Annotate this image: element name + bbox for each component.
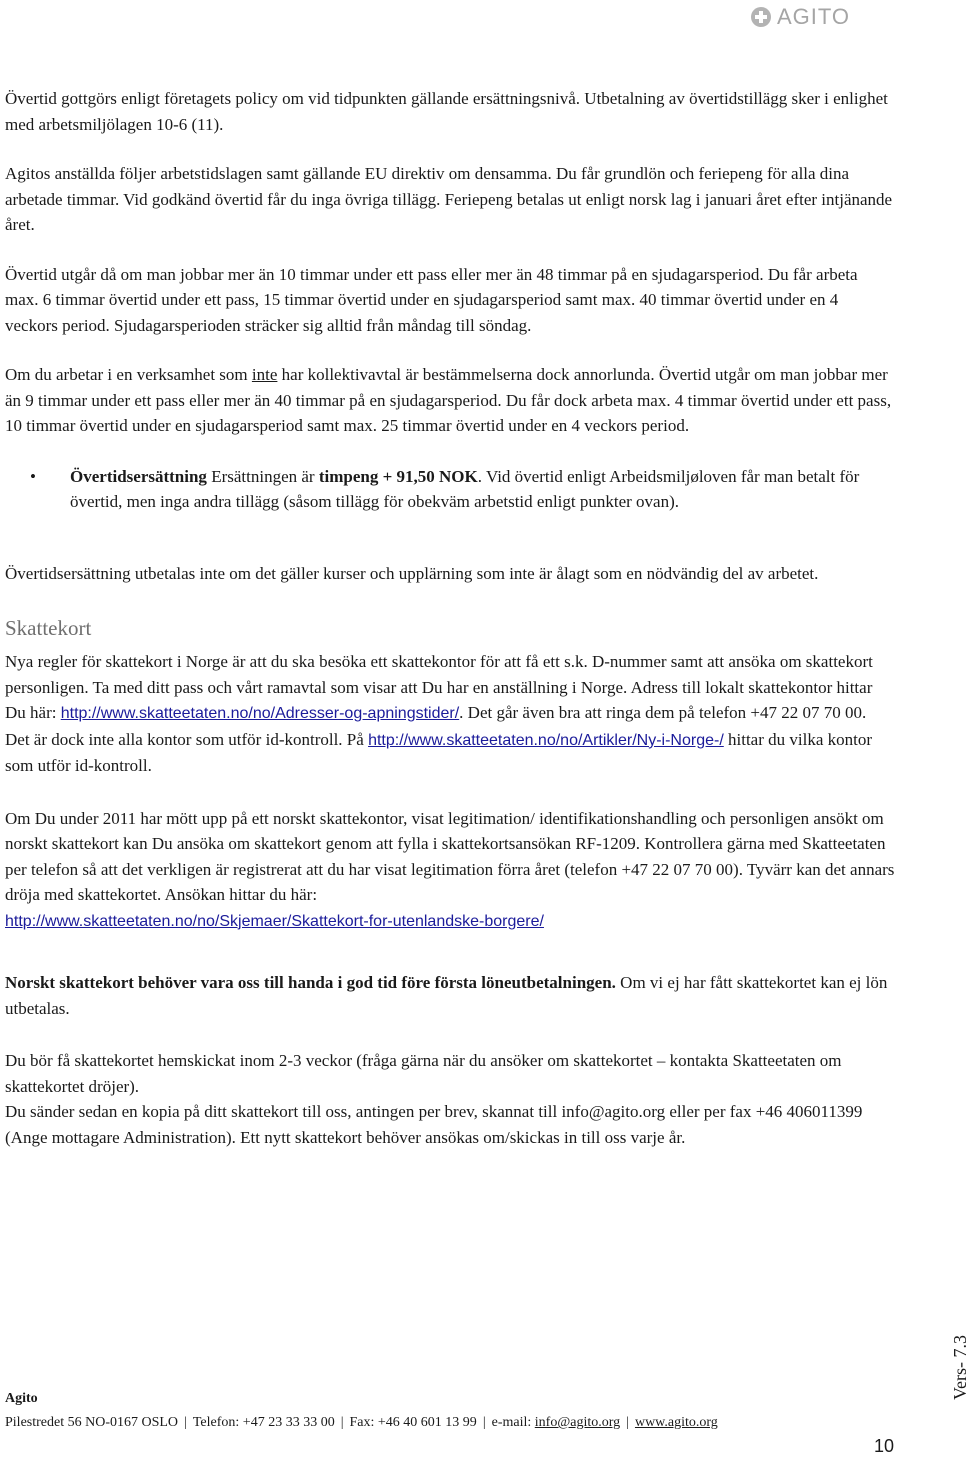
text-fragment: Om vi ej har fått skattekortet kan ej lön utbetalas. (5, 973, 888, 1018)
bold-text: Övertidsersättning (70, 466, 207, 486)
footer-contact-line (5, 1414, 935, 1432)
paragraph-tax-card-required (5, 970, 895, 1021)
text-fragment: hittar du vilka kontor som utför id-kontroll. (5, 729, 873, 775)
text-fragment: har kollektivavtal är bestämmelserna dock annorlunda. Övertid utgår om man jobbar mer än 9 timmar under ett pass eller mer än 40 timmar på en sjudagarsperiod. Du får dock arbeta max. 4 timmar övertid under ett pass, 10 timmar övertid under en sjudagarsperiod samt max. 25 timmar övertid under en 4 veckors period. (5, 365, 892, 435)
footer-fax: Fax: +46 40 601 13 99 (349, 1415, 477, 1430)
text-fragment: Om du arbetar i en verksamhet som (5, 365, 252, 384)
paragraph-apply-rf1209 (5, 806, 895, 935)
bold-text: Norskt skattekort behöver vara oss till handa i god tid före första löneutbetalningen. (5, 973, 616, 992)
paragraph-no-collective-agreement (5, 362, 895, 439)
footer-phone: Telefon: +47 23 33 33 00 (192, 1415, 335, 1430)
text-fragment: Nya regler för skattekort i Norge är att du ska besöka ett skattekontor för att få ett s.k. D-nummer samt att ansöka om skattekort personligen. Ta med ditt pass och vårt ramavtal som visar att Du har en anställning i Norge. Adress till lokalt skattekontor hittar Du här: (5, 652, 873, 722)
text-fragment: Ersättningen är (206, 466, 319, 486)
bullet-text (70, 464, 895, 515)
paragraph-new-rules (5, 649, 895, 779)
bullet-overtime-compensation (5, 464, 895, 515)
paragraph-courses: Övertidsersättning utbetalas inte om det gäller kurser och upplärning som inte är ålagt som en nödvändig del av arbetet. (5, 563, 819, 583)
cross-circle-icon (751, 7, 771, 27)
bullet-icon: • (30, 466, 36, 486)
text-fragment: . Vid övertid enligt Arbeidsmiljøloven får man betalt för övertid, men inga andra tillägg (såsom tillägg för obekväm arbetstid enligt punkter ovan). (70, 466, 860, 511)
version-label: Vers- 7.3 (950, 1335, 970, 1400)
agito-logo (751, 4, 850, 30)
link-tax-card-form[interactable]: http://www.skatteetaten.no/no/Skjemaer/Skattekort-for-utenlandske-borgere/ (5, 912, 544, 930)
paragraph-delivery-time: Du bör få skattekortet hemskickat inom 2-3 veckor (fråga gärna när du ansöker om skattekortet – kontakta Skatteetaten om skattekortet dröjer). (5, 1051, 842, 1096)
footer-website-link[interactable]: www.agito.org (634, 1415, 718, 1430)
text-fragment: . Det går även bra att ringa dem på telefon +47 22 07 70 00. (459, 703, 867, 722)
footer-email-link[interactable]: info@agito.org (534, 1415, 621, 1430)
footer-address: Pilestredet 56 NO-0167 OSLO (5, 1415, 179, 1430)
section-heading-skattekort: Skattekort (5, 616, 92, 640)
underlined-text: inte (251, 365, 278, 384)
logo-text: AGITO (776, 4, 850, 29)
document-body (5, 86, 895, 1150)
footer-separator: | (626, 1415, 629, 1430)
page-number: 10 (874, 1436, 895, 1456)
text-fragment: Om Du under 2011 har mött upp på ett norskt skattekontor, visat legitimation/ identifikationshandling och personligen ansökt om norskt skattekort kan Du ansöka om skattekort genom att fylla i skattekortsansökan RF-1209. Kontrollera gärna med Skatteetaten per telefon så att det verkligen är registrerat att du har visat legitimation förra året (telefon +47 22 07 70 00). Tyvärr kan det annars dröja med skattekortet. Ansökan hittar du här: (5, 808, 895, 904)
paragraph-overtime-policy: Övertid gottgörs enligt företagets policy om vid tidpunkten gällande ersättningsnivå. Utbetalning av övertidstillägg sker i enlighet med arbetsmiljölagen 10-6 (11). (5, 89, 888, 134)
footer-email-label: e-mail: (491, 1415, 535, 1430)
footer-separator: | (184, 1415, 187, 1430)
footer-separator: | (340, 1415, 344, 1430)
page-footer (5, 1390, 935, 1432)
bold-text: timpeng + 91,50 NOK (318, 466, 478, 486)
paragraph-overtime-rules: Övertid utgår då om man jobbar mer än 10 timmar under ett pass eller mer än 48 timmar på en sjudagarsperiod. Du får arbeta max. 6 timmar övertid under ett pass, 15 timmar övertid under en sjudagarsperiod samt max. 40 timmar övertid under en 4 veckors period. Sjudagarsperioden sträcker sig alltid från måndag till söndag. (5, 264, 858, 335)
paragraph-send-copy: Du sänder sedan en kopia på ditt skattekort till oss, antingen per brev, skannat till info@agito.org eller per fax +46 406011399 (Ange mottagare Administration). Ett nytt skattekort behöver ansökas om/skickas in till oss varje år. (5, 1102, 863, 1147)
footer-company: Agito (5, 1391, 38, 1406)
footer-separator: | (482, 1415, 486, 1430)
text-fragment: Det är dock inte alla kontor som utför id-kontroll. På (5, 729, 369, 749)
link-tax-office-addresses[interactable]: http://www.skatteetaten.no/no/Adresser-og-apningstider/ (60, 705, 460, 722)
paragraph-working-hours: Agitos anställda följer arbetstidslagen samt gällande EU direktiv om densamma. Du får grundlön och feriepeng för alla dina arbetade timmar. Vid godkänd övertid får du inga övriga tillägg. Feriepeng betalas ut enligt norsk lag i januari året efter intjänande året. (5, 164, 893, 234)
link-new-in-norway[interactable]: http://www.skatteetaten.no/no/Artikler/Ny-i-Norge-/ (368, 731, 724, 749)
